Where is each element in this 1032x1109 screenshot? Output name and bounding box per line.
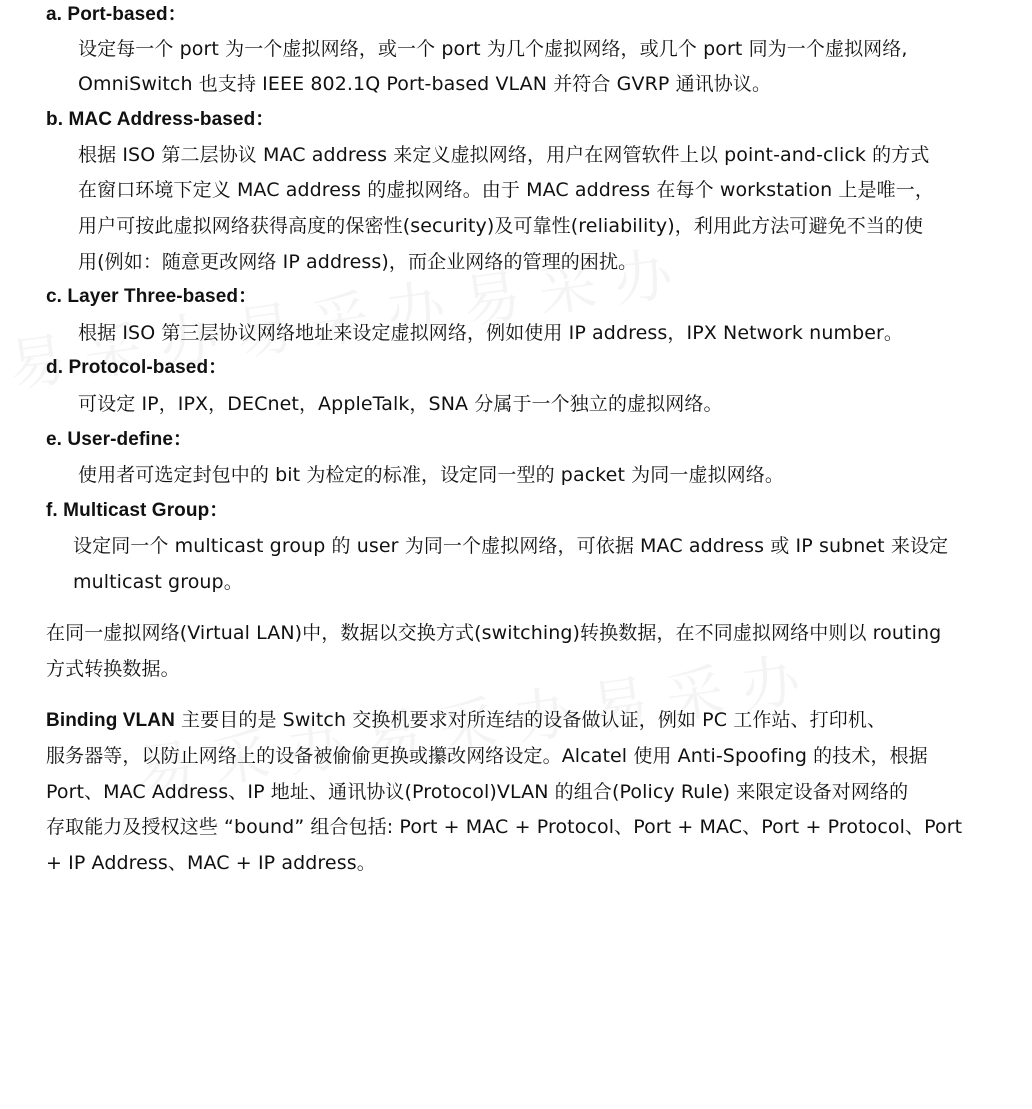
watermark-row — [116, 962, 1032, 1109]
section-heading-mac-based: b. MAC Address-based： — [46, 109, 275, 130]
section-text: 根据 ISO 第二层协议 MAC address 来定义虚拟网络，用户在网管软件上以 point-and-click 的方式 — [78, 144, 930, 166]
paragraph-text: 服务器等，以防止网络上的设备被偷偷更换或攥改网络设定。Alcatel 使用 Anti-Spoofing 的技术，根据 — [46, 745, 928, 767]
section-heading-user-define: e. User-define： — [46, 429, 193, 450]
section-text: 设定每一个 port 为一个虚拟网络，或一个 port 为几个虚拟网络，或几个 port 同为一个虚拟网络, — [78, 38, 908, 60]
paragraph-text: 方式转换数据。 — [46, 658, 180, 680]
paragraph-text: 主要目的是 Switch 交换机要求对所连结的设备做认证，例如 PC 工作站、打印机、 — [174, 709, 887, 731]
section-text: 用户可按此虚拟网络获得高度的保密性(security)及可靠性(reliability)，利用此方法可避免不当的使 — [78, 215, 924, 237]
section-text: 在窗口环境下定义 MAC address 的虚拟网络。由于 MAC address 在每个 workstation 上是唯一， — [78, 179, 934, 201]
section-text: 使用者可选定封包中的 bit 为检定的标准，设定同一型的 packet 为同一虚拟网络。 — [78, 464, 784, 486]
section-heading-protocol-based: d. Protocol-based： — [46, 357, 228, 378]
paragraph-text: 在同一虚拟网络(Virtual LAN)中，数据以交换方式(switching)转换数据，在不同虚拟网络中则以 routing — [46, 622, 942, 644]
paragraph-text: Port、MAC Address、IP 地址、通讯协议(Protocol)VLAN 的组合(Policy Rule) 来限定设备对网络的 — [46, 781, 909, 803]
section-text: multicast group。 — [73, 571, 243, 593]
section-text: 根据 ISO 第三层协议网络地址来设定虚拟网络，例如使用 IP address，IPX Network number。 — [78, 322, 904, 344]
section-heading-port-based: a. Port-based： — [46, 4, 187, 25]
paragraph-text: + IP Address、MAC + IP address。 — [46, 852, 376, 874]
section-text: OmniSwitch 也支持 IEEE 802.1Q Port-based VLAN 并符合 GVRP 通讯协议。 — [78, 73, 772, 95]
paragraph-text: 存取能力及授权这些 “bound” 组合包括: Port + MAC + Protocol、Port + MAC、Port + Protocol、Port — [46, 816, 963, 838]
section-text: 用(例如：随意更改网络 IP address)，而企业网络的管理的困扰。 — [78, 251, 638, 273]
paragraph-line — [46, 708, 886, 733]
binding-vlan-term: Binding VLAN — [46, 710, 175, 731]
section-heading-layer-three: c. Layer Three-based： — [46, 286, 258, 307]
section-heading-multicast: f. Multicast Group： — [46, 500, 229, 521]
section-text: 设定同一个 multicast group 的 user 为同一个虚拟网络，可依据 MAC address 或 IP subnet 来设定 — [73, 535, 949, 557]
section-text: 可设定 IP，IPX，DECnet，AppleTalk，SNA 分属于一个独立的虚拟网络。 — [78, 393, 723, 415]
